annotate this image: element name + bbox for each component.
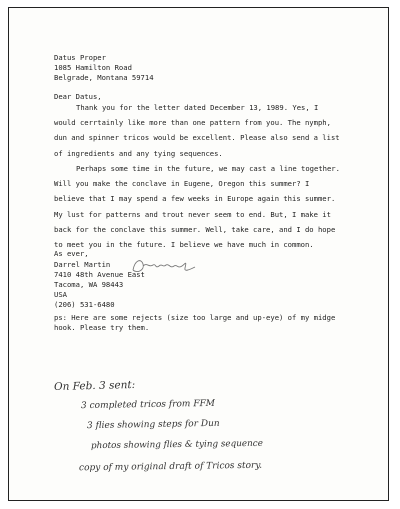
paragraph-line: Thank you for the letter dated December 13, 1989. Yes, I: [76, 103, 319, 112]
paragraph-line: would cerrtainly like more than one pattern from you. The nymph,: [54, 118, 331, 128]
handwritten-note: photos showing flies & tying sequence: [90, 438, 263, 452]
sender-block: [54, 260, 145, 310]
paragraph-line: to meet you in the future. I believe we have much in common.: [54, 240, 314, 250]
recipient-address: [54, 53, 154, 83]
sender-country: USA: [54, 290, 67, 299]
letter-page: [8, 7, 389, 501]
sender-street: 7410 48th Avenue East: [54, 270, 145, 279]
handwritten-note: copy of my original draft of Tricos story.: [78, 460, 263, 474]
paragraph-2: [54, 161, 364, 252]
paragraph-line: dun and spinner tricos would be excellent. Please also send a list: [54, 133, 340, 143]
recipient-name: Datus Proper: [54, 53, 106, 62]
handwritten-note: 3 flies showing steps for Dun: [86, 418, 220, 432]
handwritten-note: On Feb. 3 sent:: [53, 378, 136, 394]
handwritten-note: 3 completed tricos from FFM: [80, 398, 216, 412]
paragraph-line: back for the conclave this summer. Well, take care, and I do hope: [54, 224, 336, 234]
closing: As ever,: [54, 249, 89, 258]
sender-name: Darrel Martin: [54, 260, 111, 269]
paragraph-line: Perhaps some time in the future, we may cast a line together.: [76, 164, 340, 173]
paragraph-line: of ingredients and any tying sequences.: [54, 148, 223, 158]
paragraph-line: believe that I may spend a few weeks in Europe again this summer.: [54, 194, 336, 204]
sender-phone: (206) 531-6480: [54, 300, 115, 309]
paragraph-line: Will you make the conclave in Eugene, Oregon this summer? I: [54, 179, 310, 189]
postscript: [54, 313, 335, 333]
postscript-line: ps: Here are some rejects (size too large and up-eye) of my midge: [54, 313, 336, 322]
paragraph-1: [54, 100, 364, 161]
recipient-city: Belgrade, Montana 59714: [54, 73, 154, 82]
postscript-line: hook. Please try them.: [54, 323, 150, 332]
salutation: Dear Datus,: [54, 92, 102, 101]
sender-city: Tacoma, WA 98443: [54, 280, 124, 289]
recipient-street: 1085 Hamilton Road: [54, 63, 132, 72]
paragraph-line: My lust for patterns and trout never seem to end. But, I make it: [54, 209, 331, 219]
